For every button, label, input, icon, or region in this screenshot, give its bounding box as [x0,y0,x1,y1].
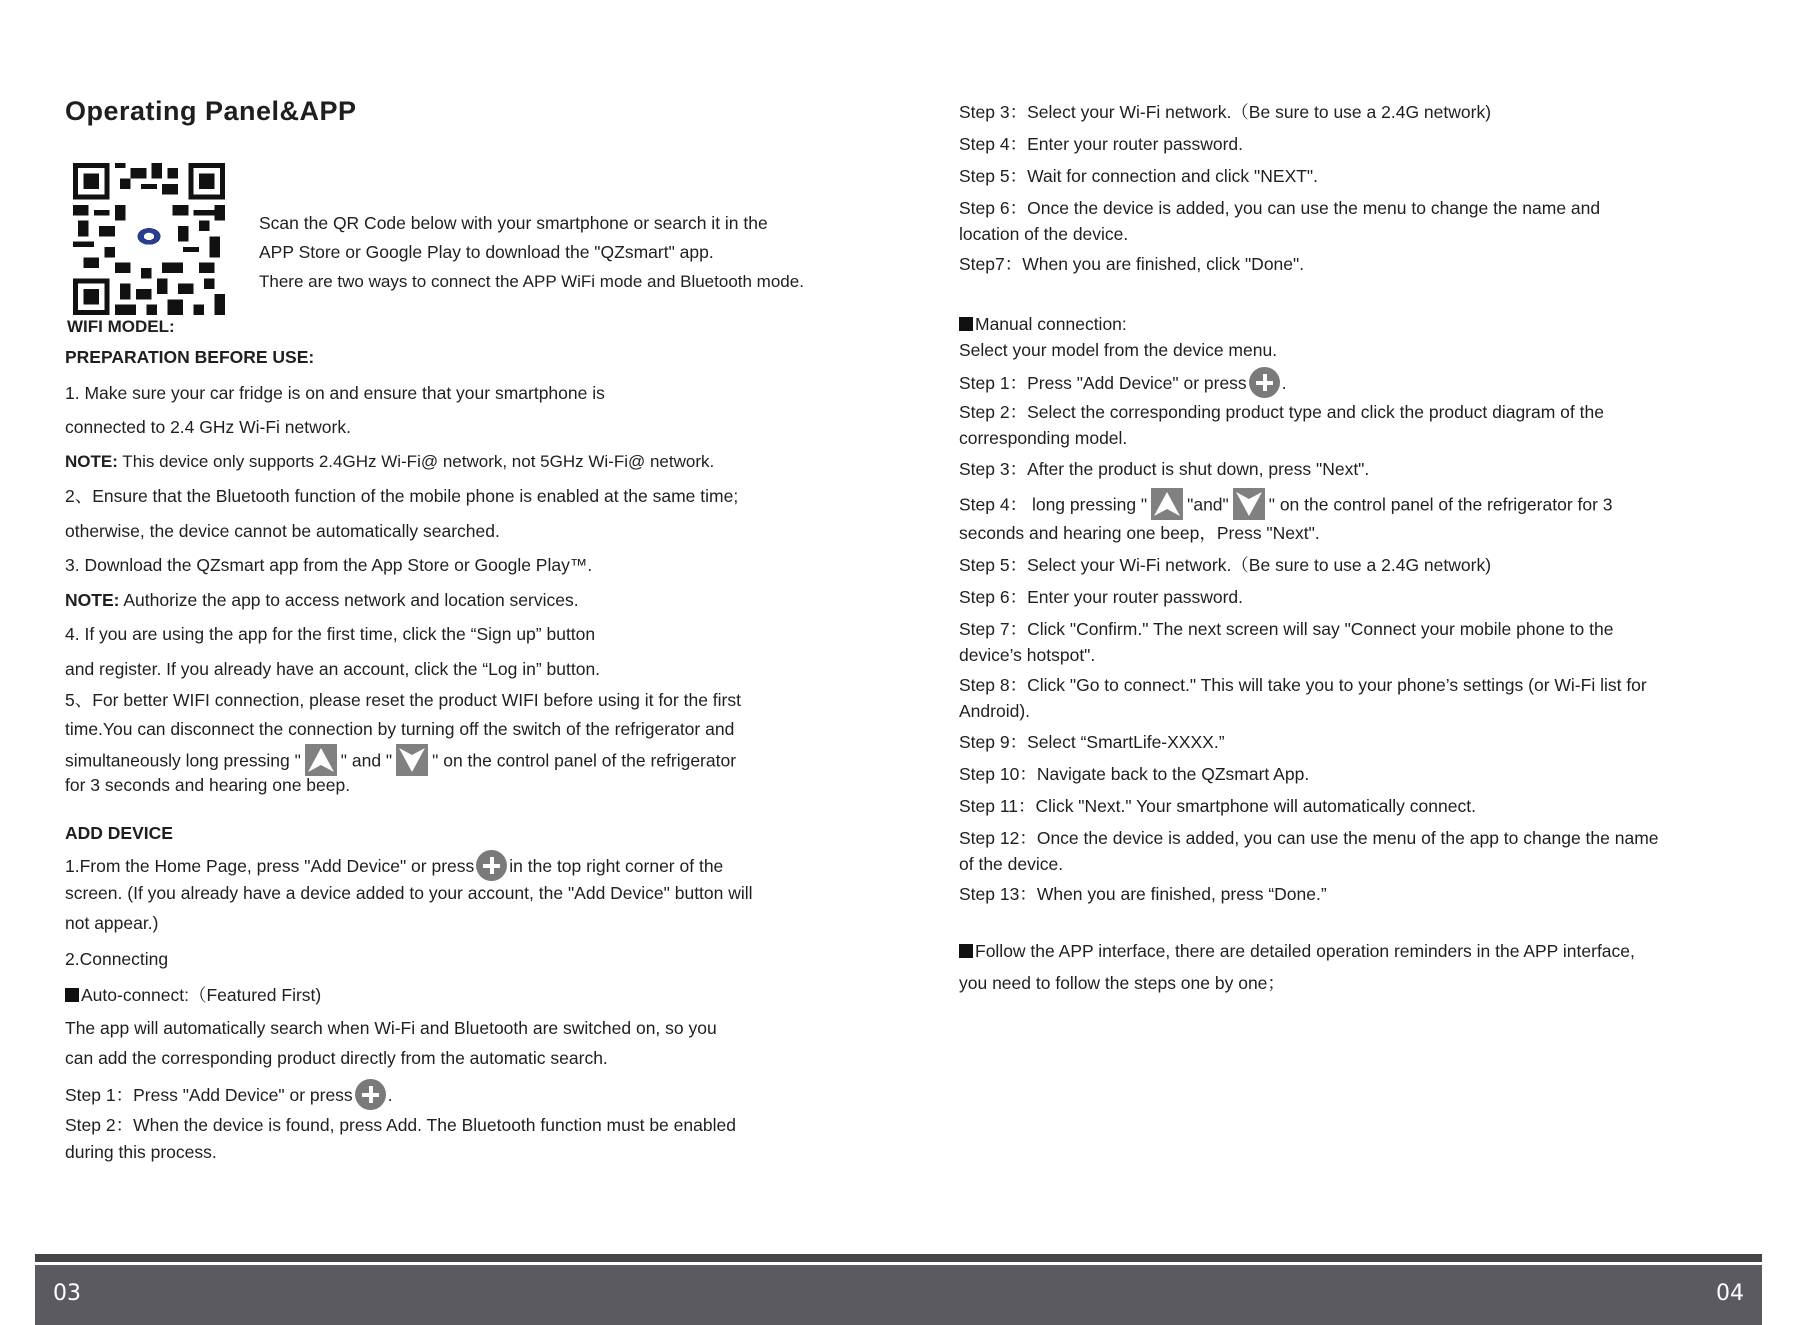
text-fragment: . [1281,373,1287,394]
plus-icon [1249,367,1280,398]
square-bullet-icon [959,317,973,331]
page-footer [35,1265,1762,1325]
qr-instruction-2: APP Store or Google Play to download the "QZsmart" app. [259,242,714,262]
page-number-left: 03 [53,1281,81,1306]
manual-step-5: Step 5：Select your Wi-Fi network.（Be sure to use a 2.4G network) [959,555,1492,575]
text-fragment: " on the control panel of the refrigerator [432,750,737,771]
text-fragment: simultaneously long pressing " [65,750,301,771]
square-bullet-icon [959,944,973,958]
text-fragment: Manual connection: [975,314,1127,334]
manual-step-11: Step 11：Click "Next." Your smartphone will automatically connect. [959,796,1476,816]
manual-step-7b: device’s hotspot". [959,645,1096,665]
text-fragment: in the top right corner of the [509,856,724,877]
note-text: This device only supports 2.4GHz Wi-Fi@ network, not 5GHz Wi-Fi@ network. [117,452,715,471]
auto-step-5: Step 5：Wait for connection and click "NEXT". [959,166,1319,186]
add-device-step-1b: screen. (If you already have a device added to your account, the "Add Device" button will [65,883,753,903]
prep-step-5d: for 3 seconds and hearing one beep. [65,775,351,795]
plus-icon [476,850,507,881]
manual-step-2a: Step 2：Select the corresponding product type and click the product diagram of the [959,402,1604,422]
text-fragment: Auto-connect:（Featured First) [81,985,322,1005]
auto-connect-text-1: The app will automatically search when Wi-Fi and Bluetooth are switched on, so you [65,1018,717,1038]
manual-step-12a: Step 12：Once the device is added, you can use the menu of the app to change the name [959,828,1659,848]
auto-step-7: Step7：When you are finished, click "Done". [959,254,1305,274]
up-arrow-button-icon [1151,488,1183,520]
text-fragment: Step 1：Press "Add Device" or press [65,1085,353,1106]
auto-step-3: Step 3：Select your Wi-Fi network.（Be sure to use a 2.4G network) [959,102,1492,122]
manual-step-3: Step 3：After the product is shut down, press "Next". [959,459,1370,479]
page-title: Operating Panel&APP [65,96,357,126]
manual-step-8b: Android). [959,701,1031,721]
qr-code-image [73,163,225,315]
note-text: Authorize the app to access network and location services. [119,590,579,610]
text-fragment: . [387,1085,393,1106]
prep-step-4b: and register. If you already have an account, click the “Log in” button. [65,659,601,679]
text-fragment: Follow the APP interface, there are detailed operation reminders in the APP interface, [975,941,1635,961]
auto-step-1 [65,1081,393,1112]
qr-instruction-1: Scan the QR Code below with your smartphone or search it in the [259,213,768,233]
add-device-step-2: 2.Connecting [65,949,169,969]
manual-step-10: Step 10：Navigate back to the QZsmart App. [959,764,1310,784]
up-arrow-button-icon [305,744,337,776]
auto-step-6b: location of the device. [959,224,1129,244]
manual-step-4b: seconds and hearing one beep，Press "Next". [959,523,1320,543]
follow-note-2: you need to follow the steps one by one； [959,973,1285,993]
follow-note-1 [959,940,1635,962]
prep-step-3: 3. Download the QZsmart app from the App Store or Google Play™. [65,555,593,575]
manual-step-12b: of the device. [959,854,1064,874]
auto-step-2a: Step 2：When the device is found, press Add. The Bluetooth function must be enabled [65,1115,736,1135]
manual-step-1 [959,369,1287,400]
prep-note-2 [65,589,579,611]
manual-intro: Select your model from the device menu. [959,340,1278,360]
text-fragment: 1.From the Home Page, press "Add Device" or press [65,856,475,877]
text-fragment: Step 1：Press "Add Device" or press [959,373,1247,394]
prep-step-2b: otherwise, the device cannot be automatically searched. [65,521,500,541]
qr-instruction-3: There are two ways to connect the APP WiFi mode and Bluetooth mode. [259,272,804,291]
add-device-heading: ADD DEVICE [65,823,173,843]
auto-connect-text-2: can add the corresponding product directly from the automatic search. [65,1048,608,1068]
manual-step-7a: Step 7：Click "Confirm." The next screen will say "Connect your mobile phone to the [959,619,1614,639]
manual-step-8a: Step 8：Click "Go to connect." This will take you to your phone’s settings (or Wi-Fi list for [959,675,1647,695]
plus-icon [355,1079,386,1110]
down-arrow-button-icon [396,744,428,776]
text-fragment: " and " [340,750,393,771]
wifi-model-label: WIFI MODEL: [67,317,175,336]
prep-step-2a: 2、Ensure that the Bluetooth function of the mobile phone is enabled at the same time; [65,486,739,506]
square-bullet-icon [65,988,79,1002]
note-label: NOTE: [65,452,118,471]
auto-connect-heading [65,984,321,1006]
text-fragment: "and" [1187,494,1229,515]
manual-step-13: Step 13：When you are finished, press “Done.” [959,884,1327,904]
text-fragment: Step 4： long pressing " [959,494,1148,515]
prep-step-1a: 1. Make sure your car fridge is on and ensure that your smartphone is [65,383,605,403]
manual-step-4a [959,490,1613,522]
note-label: NOTE: [65,590,120,610]
prep-step-1b: connected to 2.4 GHz Wi-Fi network. [65,417,351,437]
prep-step-5a: 5、For better WIFI connection, please reset the product WIFI before using it for the first [65,690,741,710]
page-number-right: 04 [1716,1281,1744,1306]
down-arrow-button-icon [1233,488,1265,520]
prep-note-1 [65,451,714,473]
add-device-step-1a [65,852,723,883]
footer-divider [35,1254,1762,1262]
manual-connection-heading [959,313,1127,335]
manual-step-2b: corresponding model. [959,428,1128,448]
preparation-heading: PREPARATION BEFORE USE: [65,347,315,367]
prep-step-4a: 4. If you are using the app for the first time, click the “Sign up” button [65,624,596,644]
manual-step-6: Step 6：Enter your router password. [959,587,1244,607]
auto-step-2b: during this process. [65,1142,217,1162]
add-device-step-1c: not appear.) [65,913,159,933]
manual-step-9: Step 9：Select “SmartLife-XXXX.” [959,732,1225,752]
auto-step-6a: Step 6：Once the device is added, you can use the menu to change the name and [959,198,1601,218]
text-fragment: " on the control panel of the refrigerator for 3 [1268,494,1613,515]
auto-step-4: Step 4：Enter your router password. [959,134,1244,154]
prep-step-5b: time.You can disconnect the connection by turning off the switch of the refrigerator and [65,719,735,739]
